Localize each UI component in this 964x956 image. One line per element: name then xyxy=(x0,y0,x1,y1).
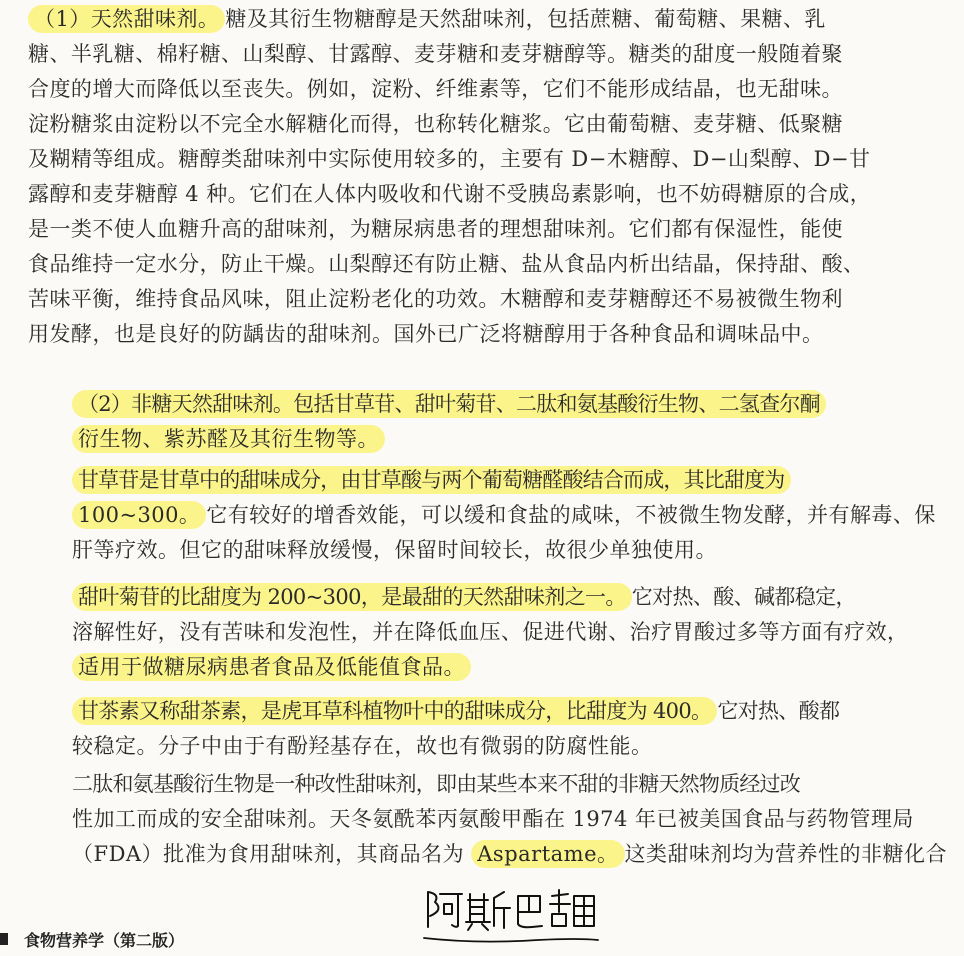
text-line xyxy=(28,729,938,764)
footer-book-title: 食物营养学（第二版） xyxy=(24,930,185,950)
text-segment: 它对热、酸都 xyxy=(717,699,840,723)
text-line xyxy=(28,533,938,568)
paragraph-dipeptide xyxy=(28,767,947,872)
text-line xyxy=(28,767,938,802)
text-line xyxy=(28,107,938,142)
text-segment: 这类甜味剂均为营养性的非糖化合 xyxy=(624,842,947,866)
text-segment: 用发酵，也是良好的防龋齿的甜味剂。国外已广泛将糖醇用于各种食品和调味品中。 xyxy=(28,322,824,346)
highlighted-text: Aspartame。 xyxy=(471,840,624,868)
page-footer xyxy=(0,925,184,953)
text-segment: 淀粉糖浆由淀粉以不完全水解糖化而得，也称转化糖浆。它由葡萄糖、麦芽糖、低聚糖 xyxy=(28,112,843,136)
text-segment: 及糊精等组成。糖醇类甜味剂中实际使用较多的，主要有 D−木糖醇、D−山梨醇、D−甘 xyxy=(28,147,871,171)
text-segment: 糖及其衍生物糖醇是天然甜味剂，包括蔗糖、葡萄糖、果糖、乳 xyxy=(225,7,826,31)
text-line xyxy=(28,580,938,615)
text-line xyxy=(28,72,938,107)
paragraph-glycyrrhizin xyxy=(28,463,938,568)
text-line xyxy=(28,317,938,352)
text-line xyxy=(28,837,947,872)
paragraph-non-sugar-natural-sweeteners xyxy=(28,387,938,457)
text-line xyxy=(28,694,938,729)
text-segment: 溶解性好，没有苦味和发泡性，并在降低血压、促进代谢、治疗胃酸过多等方面有疗效， xyxy=(72,620,909,644)
text-line xyxy=(28,422,938,457)
text-line xyxy=(28,615,938,650)
text-segment: 合度的增大而降低以至丧失。例如，淀粉、纤维素等，它们不能形成结晶，也无甜味。 xyxy=(28,77,843,101)
text-line xyxy=(28,498,938,533)
highlighted-text: 衍生物、紫苏醛及其衍生物等。 xyxy=(72,425,385,453)
highlighted-text: 甘草苷是甘草中的甜味成分，由甘草酸与两个葡萄糖醛酸结合而成，其比甜度为 xyxy=(72,466,791,494)
paragraph-phyllodulcin xyxy=(28,694,938,764)
paragraph-stevioside xyxy=(28,580,938,685)
text-segment: 性加工而成的安全甜味剂。天冬氨酰苯丙氨酸甲酯在 1974 年已被美国食品与药物管理局 xyxy=(72,807,914,831)
text-segment: （FDA）批准为食用甜味剂，其商品名为 xyxy=(72,842,472,866)
text-line xyxy=(28,2,938,37)
text-segment: 它有较好的增香效能，可以缓和食盐的咸味，不被微生物发酵，并有解毒、保 xyxy=(206,503,936,527)
text-line xyxy=(28,282,938,317)
text-segment: 苦味平衡，维持食品风味，阻止淀粉老化的功效。木糖醇和麦芽糖醇还不易被微生物利 xyxy=(28,287,843,311)
text-line xyxy=(28,387,938,422)
text-segment: 肝等疗效。但它的甜味释放缓慢，保留时间较长，故很少单独使用。 xyxy=(72,538,717,562)
text-line xyxy=(28,650,938,685)
highlighted-text: 甜叶菊苷的比甜度为 200~300，是最甜的天然甜味剂之一。 xyxy=(72,583,632,611)
text-segment: 较稳定。分子中由于有酚羟基存在，故也有微弱的防腐性能。 xyxy=(72,734,653,758)
text-line xyxy=(28,37,938,72)
highlighted-text: （1）天然甜味剂。 xyxy=(28,5,225,33)
highlighted-text: 100~300。 xyxy=(72,501,206,529)
text-segment: 糖、半乳糖、棉籽糖、山梨醇、甘露醇、麦芽糖和麦芽糖醇等。糖类的甜度一般随着聚 xyxy=(28,42,843,66)
text-segment: 食品维持一定水分，防止干燥。山梨醇还有防止糖、盐从食品内析出结晶，保持甜、酸、 xyxy=(28,252,865,276)
highlighted-text: 甘茶素又称甜茶素，是虎耳草科植物叶中的甜味成分，比甜度为 400。 xyxy=(72,697,717,725)
paragraph-natural-sweeteners xyxy=(28,2,938,352)
text-line xyxy=(28,142,938,177)
highlighted-text: （2）非糖天然甜味剂。包括甘草苷、甜叶菊苷、二肽和氨基酸衍生物、二氢查尔酮 xyxy=(72,390,826,418)
text-line xyxy=(28,212,938,247)
handwritten-note-aspartame xyxy=(418,882,618,952)
text-line xyxy=(28,247,938,282)
text-line xyxy=(28,802,938,837)
text-segment: 二肽和氨基酸衍生物是一种改性甜味剂，即由某些本来不甜的非糖天然物质经过改 xyxy=(72,772,800,796)
footer-square-icon xyxy=(0,933,8,945)
text-segment: 是一类不使人血糖升高的甜味剂，为糖尿病患者的理想甜味剂。它们都有保湿性，能使 xyxy=(28,217,843,241)
text-segment: 露醇和麦芽糖醇 4 种。它们在人体内吸收和代谢不受胰岛素影响，也不妨碍糖原的合成， xyxy=(28,182,872,206)
highlighted-text: 适用于做糖尿病患者食品及低能值食品。 xyxy=(72,653,471,681)
text-line xyxy=(28,177,938,212)
text-segment: 它对热、酸、碱都稳定， xyxy=(631,585,856,609)
text-line xyxy=(28,463,938,498)
